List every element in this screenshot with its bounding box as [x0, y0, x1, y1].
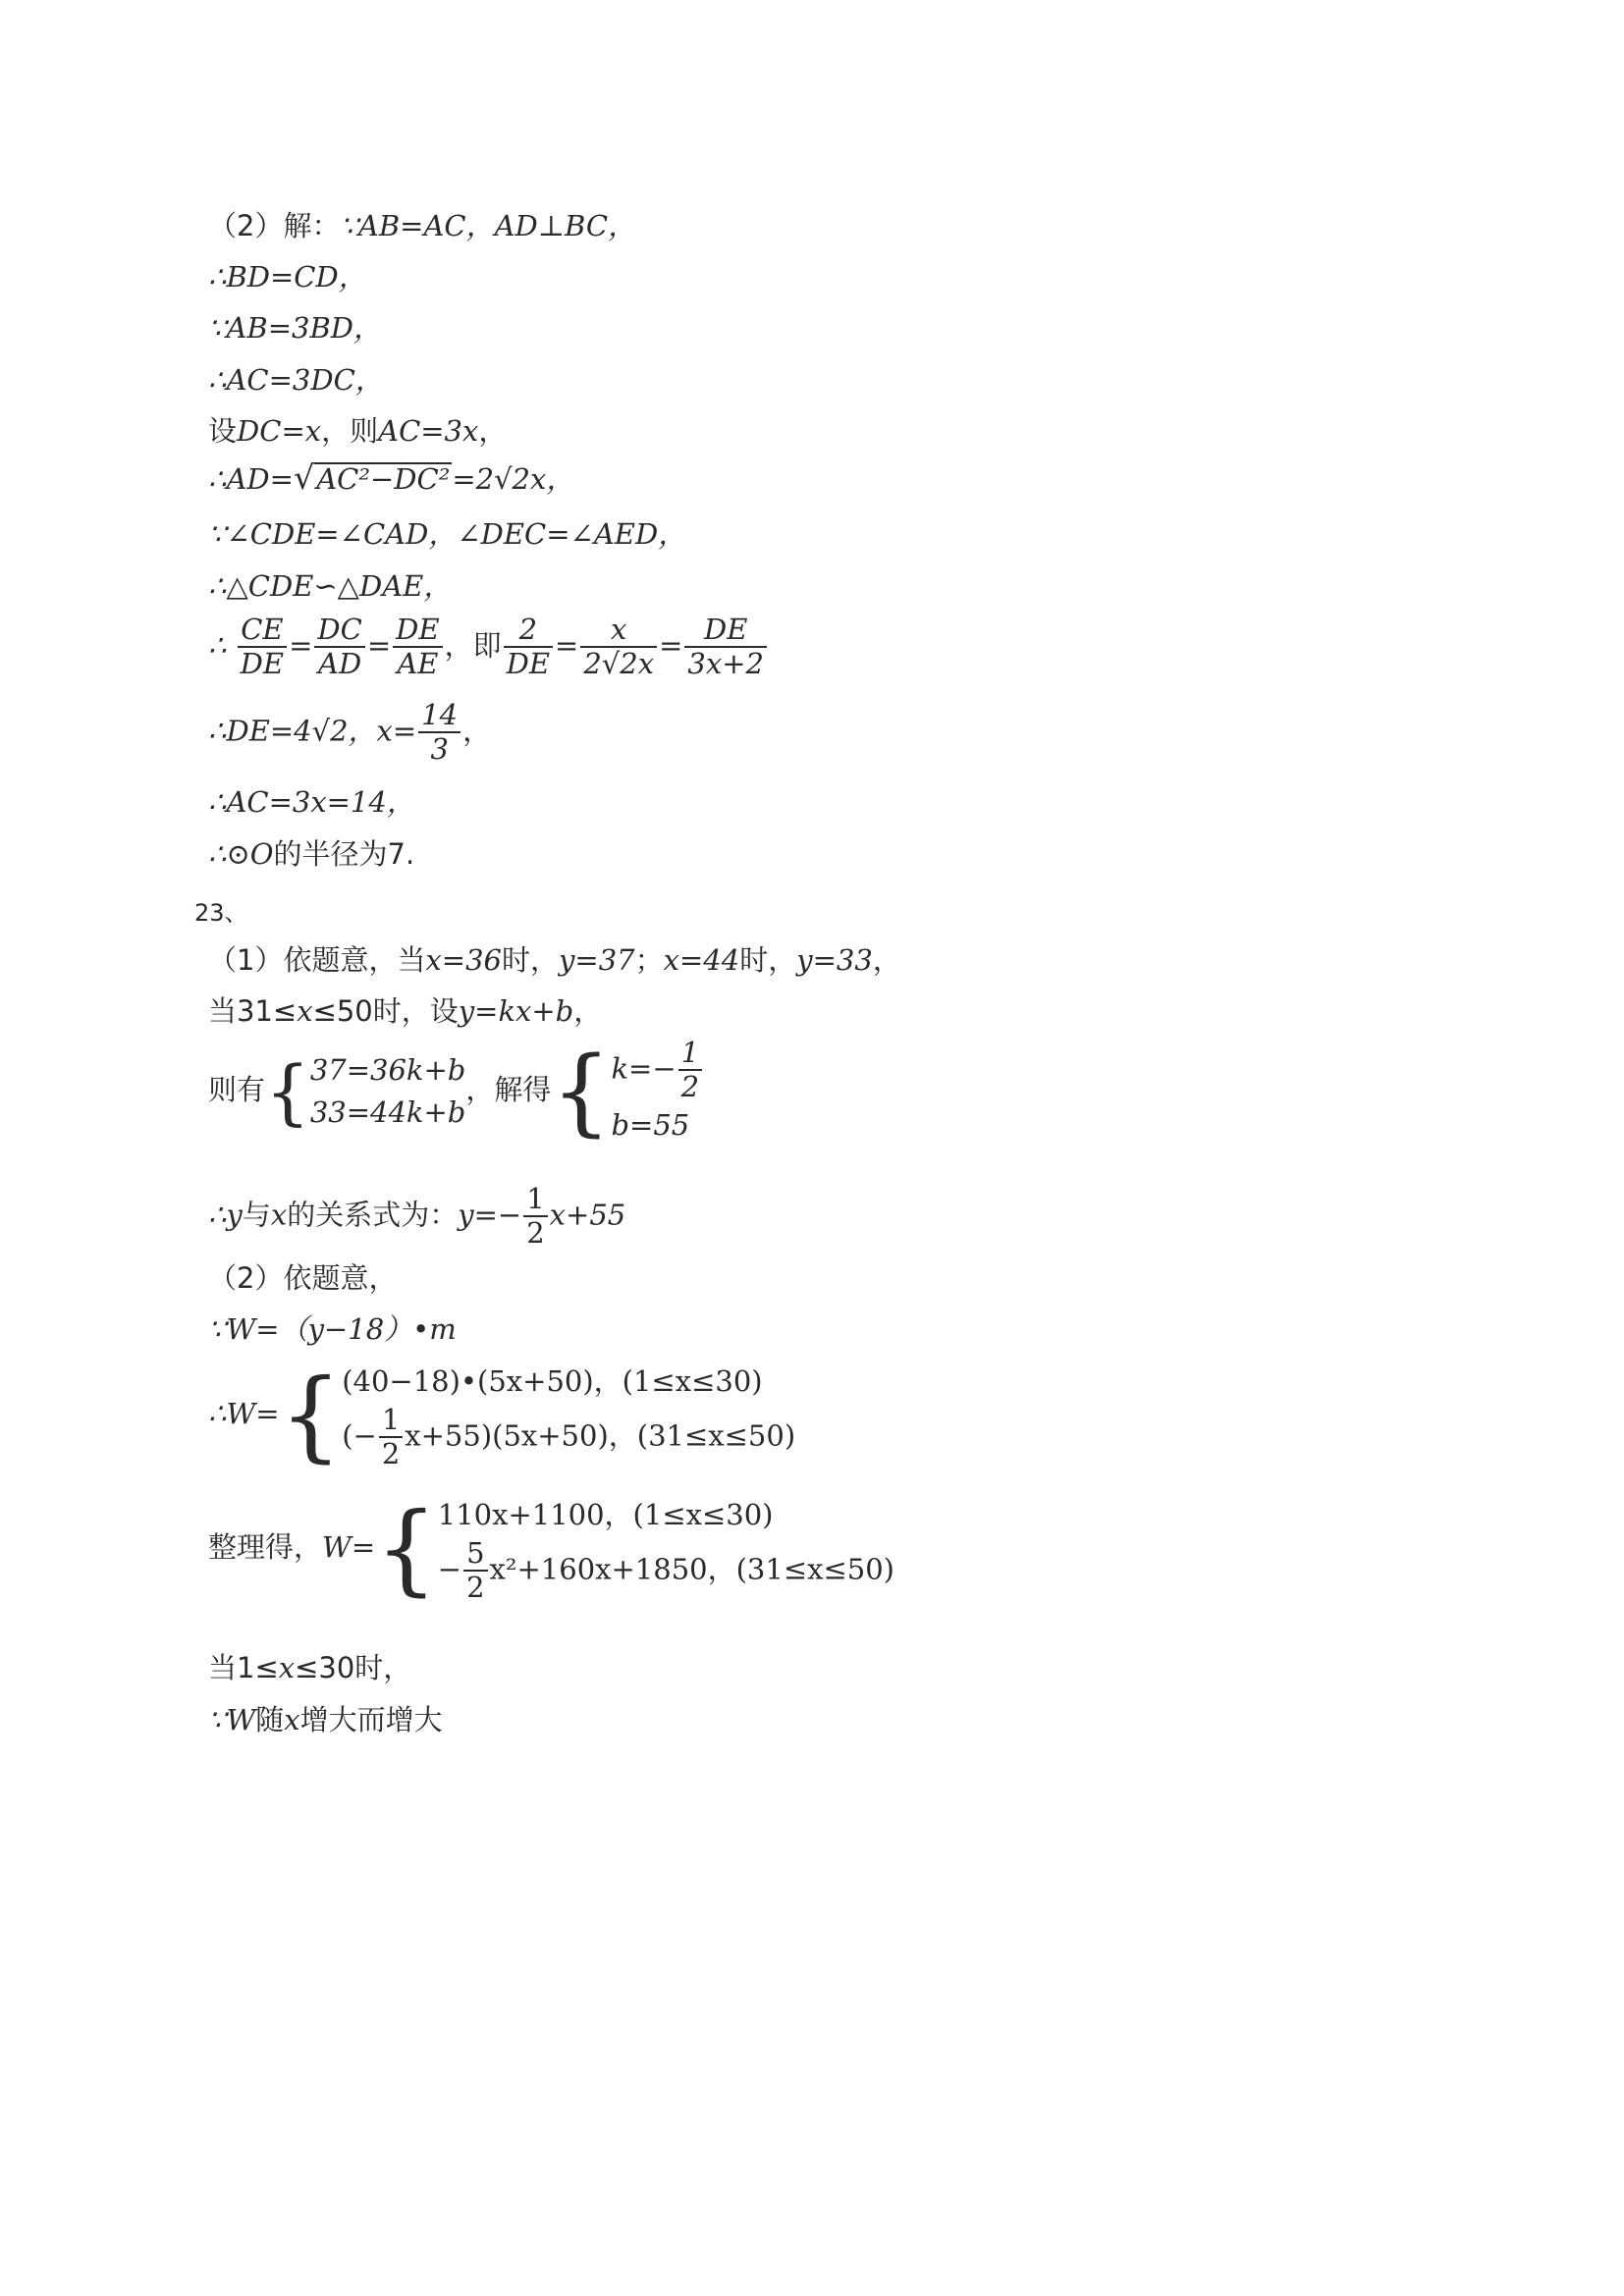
math-text: ∵W=	[208, 1312, 280, 1346]
denominator: 2	[381, 1436, 401, 1470]
solution-line-10	[208, 699, 491, 767]
case-1: (40−18)•(5x+50)，(1≤x≤30)	[342, 1364, 763, 1398]
numerator: 5	[463, 1537, 487, 1572]
denominator: DE	[506, 647, 551, 681]
fraction	[418, 699, 460, 767]
q23-line-1	[208, 943, 901, 977]
math-text: ∵AB=AC，AD⊥BC，	[340, 209, 637, 242]
math-text: x	[278, 1651, 296, 1684]
math-text: W=	[322, 1530, 376, 1565]
left-brace: {	[551, 1037, 612, 1148]
denominator: 2	[680, 1070, 700, 1104]
solution-b: b=55	[611, 1107, 690, 1142]
fraction	[580, 614, 657, 681]
text: 时，	[502, 943, 560, 977]
therefore-symbol: ∴	[208, 1198, 227, 1232]
text: ，解得	[465, 1073, 552, 1107]
fraction	[463, 1537, 487, 1605]
text: ，	[462, 714, 492, 748]
math-text: AC=3x	[378, 414, 479, 448]
denominator: 3x+2	[687, 647, 764, 681]
solution-line-3: ∵AB=3BD，	[208, 311, 383, 345]
denominator: 3	[430, 732, 449, 767]
piecewise-system	[438, 1494, 894, 1604]
math-text: ∴DE=4√2，x=	[208, 714, 417, 748]
q23-line-9	[208, 1651, 412, 1684]
math-text: ∴⊙O	[208, 837, 274, 871]
numerator: DC	[314, 614, 364, 648]
text: ≤50时，设	[312, 994, 459, 1028]
text: 时，	[739, 943, 797, 977]
math-text: y=37	[559, 943, 635, 977]
text: ，	[573, 994, 603, 1028]
equation-system	[310, 1049, 466, 1135]
radicand: AC²−DC²	[316, 462, 451, 496]
q23-line-7	[208, 1358, 796, 1473]
text: 设	[208, 414, 238, 448]
equation-1: 37=36k+b	[309, 1052, 466, 1087]
text: ≤30时，	[295, 1651, 412, 1684]
math-text: x	[284, 1703, 300, 1736]
text: （1）依题意，当	[208, 943, 426, 977]
fraction	[504, 614, 553, 681]
therefore-symbol: ∴	[208, 628, 227, 663]
text: 整理得，	[208, 1530, 323, 1565]
q23-line-5: （2）依题意，	[208, 1261, 398, 1295]
numerator: CE	[238, 614, 287, 648]
text: (−	[342, 1417, 377, 1452]
text: 的关系式为：	[287, 1198, 459, 1232]
text: k=−	[611, 1051, 677, 1086]
denominator: DE	[240, 647, 285, 681]
q23-line-2	[208, 994, 603, 1028]
text: x+55)(5x+50)，(31≤x≤50)	[405, 1417, 796, 1452]
denominator: 2	[526, 1216, 545, 1251]
text: 的半径为7.	[273, 837, 415, 871]
math-text: x=44	[663, 943, 740, 977]
math-text: ∴AD=	[208, 462, 294, 496]
numerator: 1	[678, 1037, 702, 1071]
fraction	[393, 614, 442, 681]
text: ，则	[321, 414, 379, 448]
text: 则有	[208, 1073, 266, 1107]
text: ，	[478, 414, 508, 448]
math-text: y	[226, 1198, 243, 1232]
text: ；	[634, 943, 664, 977]
text: 当31≤	[208, 994, 298, 1028]
text: −	[437, 1551, 462, 1585]
fraction	[523, 1183, 547, 1251]
math-text: y=33	[796, 943, 873, 977]
math-text: （y−18）•m	[279, 1312, 457, 1346]
q23-line-10	[208, 1703, 443, 1736]
q23-line-4	[208, 1183, 625, 1251]
left-brace: {	[279, 1358, 343, 1473]
solution-line-6	[208, 458, 575, 497]
left-brace: {	[375, 1491, 438, 1607]
solution-line-7: ∵∠CDE=∠CAD，∠DEC=∠AED，	[208, 517, 687, 551]
math-text: ∴W=	[208, 1397, 280, 1431]
numerator: DE	[393, 614, 442, 648]
text: 随	[255, 1703, 285, 1736]
numerator: 2	[504, 614, 553, 648]
fraction	[684, 614, 767, 681]
math-text: y=kx+b	[458, 994, 574, 1028]
part-label: （2）解：	[208, 209, 341, 242]
fraction	[238, 614, 287, 681]
math-text: DC=x	[237, 414, 322, 448]
solution-line-8: ∴△CDE∽△DAE，	[208, 569, 453, 603]
solution-line-11: ∴AC=3x=14，	[208, 785, 415, 819]
math-text: =2√2x，	[452, 462, 575, 496]
case-1: 110x+1100，(1≤x≤30)	[437, 1498, 774, 1531]
solution-line-9: ∴ $\frac{CE}{DE}$ = $\frac{DC}{AD}$ = $\frac{DE}{AE}$ ，即 $\frac{2}{DE}$ = $\frac{x}{2√2x}$ = $\frac{DE}{3x+2}$	[208, 614, 769, 681]
q23-line-8	[208, 1491, 894, 1607]
numerator: x	[580, 614, 657, 648]
fraction	[314, 614, 364, 681]
text: 当1≤	[208, 1651, 279, 1684]
text: ，	[872, 943, 901, 977]
solution-line-2: ∴BD=CD，	[208, 260, 367, 294]
fraction	[379, 1404, 403, 1471]
fraction	[678, 1037, 702, 1104]
piecewise-system	[342, 1361, 795, 1470]
solution-line-4: ∴AC=3DC，	[208, 363, 384, 397]
text: 与	[242, 1198, 271, 1232]
math-text: x+55	[549, 1198, 626, 1232]
radical-sign: √	[293, 458, 315, 497]
solution-k	[611, 1037, 704, 1104]
math-text: x	[270, 1198, 288, 1232]
solution-system	[611, 1037, 704, 1147]
denominator: AE	[397, 647, 439, 681]
numerator: 14	[418, 699, 460, 733]
text: x²+160x+1850，(31≤x≤50)	[489, 1551, 894, 1585]
denominator: 2√2x	[583, 647, 655, 681]
case-2	[438, 1537, 894, 1605]
denominator: AD	[318, 647, 362, 681]
math-text: ∵W	[208, 1703, 256, 1736]
denominator: 2	[466, 1570, 485, 1604]
math-text: y=−	[458, 1198, 522, 1232]
q23-line-3	[208, 1037, 704, 1147]
case-2	[342, 1404, 795, 1471]
left-brace: {	[265, 1050, 310, 1134]
question-number: 23、	[194, 899, 248, 927]
solution-line-5	[208, 414, 508, 448]
numerator: 1	[379, 1404, 403, 1438]
numerator: DE	[684, 614, 767, 648]
solution-line-1	[208, 209, 637, 242]
equation-2: 33=44k+b	[309, 1095, 466, 1130]
math-text: x	[297, 994, 313, 1028]
text: ，即	[444, 628, 502, 663]
q23-line-6	[208, 1312, 457, 1346]
text: 增大而增大	[299, 1703, 443, 1736]
numerator: 1	[523, 1183, 547, 1217]
solution-line-12	[208, 837, 415, 871]
math-text: x=36	[425, 943, 503, 977]
